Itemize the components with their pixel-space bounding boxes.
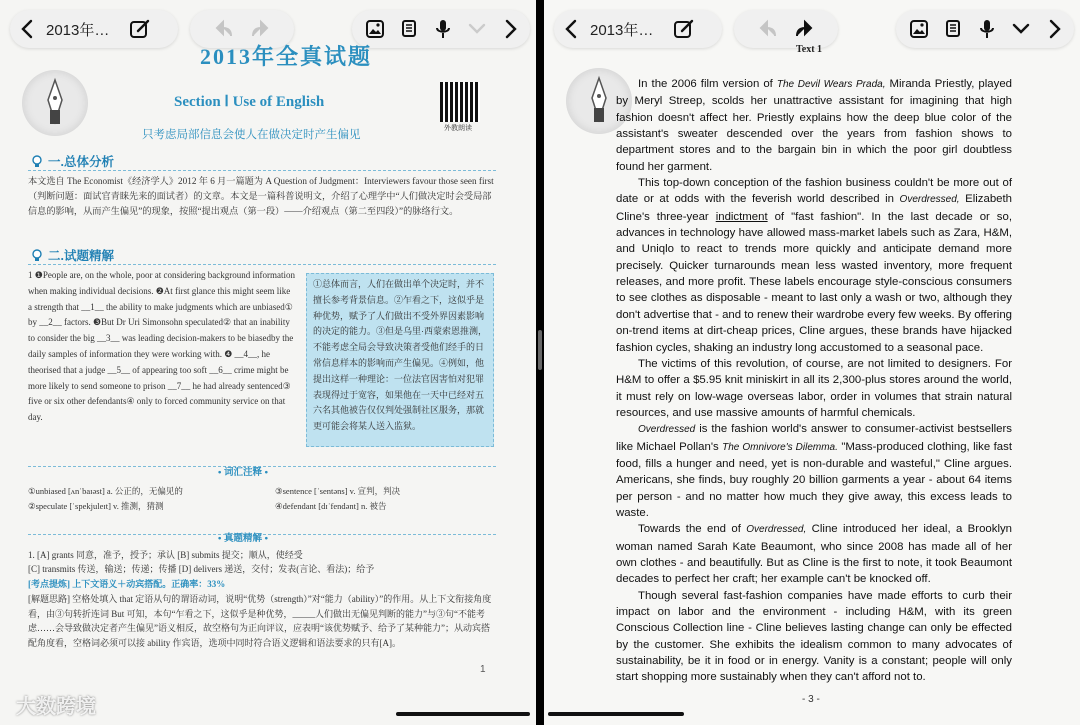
qr-code-icon[interactable] <box>440 82 480 122</box>
page-number: 1 <box>480 664 486 675</box>
right-document-page[interactable] <box>544 44 1080 725</box>
passage-paragraph: Though several fast-fashion companies have made efforts to curb their impact on labor and the environment - including H&M, with its green Conscious Collection line - Cline believes lasting change can only be effected by the customer. She exhibits the idealism common to many advocates of sustainability, be it in food or in energy. Vanity is a constant; people will only start shopping more sustainably when they can't afford not to. <box>616 589 1012 684</box>
overview-heading <box>30 152 114 170</box>
answer-explanation: [解题思路] 空格处填入 that 定语从句的谓语动词，说明“优势（strength）”对“能力（ability）”的作用。从上下文衔接角度看，由③句转折连词 But 可知，本句“乍看之下，这似乎是种优势，_____人们做出无偏见判断的能力”与③句“不能考虑……会导致做决定者产生偏见”语义相反，故空格句为正向评议，应表明“该优势赋予、给予了某种能力”；从动宾搭配角度看，空格词必须可以接 ability 作宾语，选项中同时符合语义逻辑和语法要求的只有[A]。 <box>28 594 492 648</box>
split-view-handle[interactable] <box>538 330 542 370</box>
edit-icon[interactable] <box>667 10 701 48</box>
gloss-item: ②speculate [ˈspekjuleɪt] v. 推测，猜测 <box>28 501 164 511</box>
right-toolbar <box>554 10 1070 48</box>
right-pane <box>544 0 1080 725</box>
forward-chevron-icon[interactable] <box>494 10 528 48</box>
answer-tip: [考点提炼] 上下文语义＋动宾搭配。正确率：33% <box>28 579 226 589</box>
passage-paragraph: In the 2006 film version of The Devil Wears Prada, Miranda Priestly, played by Meryl Streep, scolds her unattractive assistant for imagining that high fashion doesn't affect her. Priestly explains how the deep blue color of the assistant's sweater descended over the years from fashion shows to department stores and to the bargain bin in which the poor girl doubtless found her garment. <box>616 78 1012 173</box>
right-nav-pill <box>554 10 722 48</box>
chevron-down-icon[interactable] <box>1004 10 1038 48</box>
page-number: - 3 - <box>802 694 820 705</box>
gloss-item: ③sentence [ˈsentəns] v. 宣判，判决 <box>275 486 401 496</box>
overview-heading-text: 一.总体分析 <box>48 155 114 169</box>
watermark: 大数跨境 <box>16 696 96 718</box>
right-tools-pill <box>896 10 1074 48</box>
undo-icon[interactable] <box>752 10 786 48</box>
text-label: Text 1 <box>796 44 823 55</box>
doc-title[interactable]: 2013年… <box>590 21 654 39</box>
microphone-icon[interactable] <box>970 10 1004 48</box>
lightbulb-icon <box>30 248 44 262</box>
cloze-passage: 1 ❶People are, on the whole, poor at considering background information when making individual decisions. ❷At first glance this might seem like a strength that __1__ the ability to make judgments which are unbiased① by __2__ factors. ❸But Dr Uri Simonsohn speculated② that an inability to consider the big __3__ was leading decision-makers to be biasedby the daily samples of information they were working with. ❹ __4__, he theorised that a judge __5__ of appearing too soft __6__ crime might be more likely to send someone to prison __7__ he had already sentenced③ five or six other defendants④ only to forced community service on that day. <box>28 270 295 423</box>
exam-banner: 2013年全真试题 <box>200 44 373 69</box>
gloss-item: ①unbiased [ʌnˈbaɪəst] a. 公正的，无偏见的 <box>28 486 183 496</box>
section-title: Section Ⅰ Use of English <box>174 94 325 110</box>
passage-paragraph: Overdressed is the fashion world's answer to consumer-activist bestsellers like Michael Pollan's The Omnivore's Dilemma. "Mass-produced clothing, like fast food, fills a hunger and need, yet is non-durable and wasteful," Cline argues. Americans, she finds, buy roughly 20 billion garments a year - about 64 items per person - and no matter how much they give away, this excess leads to waste. <box>616 423 1012 519</box>
passage-paragraph: The victims of this revolution, of course, are not limited to designers. For H&M to offer a $5.95 knit miniskirt in all its 2,300-plus stores around the world, it must rely on low-wage overseas labor, order in volumes that strain natural resources, and use massive amounts of harmful chemicals. <box>616 357 1012 419</box>
divider <box>28 170 496 172</box>
left-pane <box>0 0 536 725</box>
gloss-item: ④defendant [dɪˈfendənt] n. 被告 <box>275 501 387 511</box>
edit-icon[interactable] <box>123 10 157 48</box>
lightbulb-icon <box>30 154 44 168</box>
qr-caption: 外教朗读 <box>444 125 472 132</box>
book-icon[interactable] <box>936 10 970 48</box>
home-indicator-left <box>396 712 530 716</box>
chevron-down-icon[interactable] <box>460 10 494 48</box>
redo-icon[interactable] <box>786 10 820 48</box>
article-subtitle: 只考虑局部信息会使人在做决定时产生偏见 <box>142 129 361 141</box>
doc-title[interactable]: 2013年… <box>46 21 110 39</box>
left-tools-pill <box>352 10 530 48</box>
analysis-paragraph: 本文选自 The Economist《经济学人》2012 年 6 月一篇题为 A Question of Judgment：Interviewers favour those seen first（判断问题：面试官青睐先来的面试者）的文章。本文是一篇科普说明文，介绍了心理学中“人们做决定时会受局部信息的影响，从而产生偏见”的现象，按照“提出观点（第一段）——介绍观点（第二至四段）”的脉络行文。 <box>28 176 494 216</box>
back-chevron-icon[interactable] <box>554 10 588 48</box>
forward-chevron-icon[interactable] <box>1038 10 1072 48</box>
reading-passage <box>616 76 1012 686</box>
answer-line: [C] transmits 传送，输送；传递；传播 [D] delivers 递送，交付；发表(言论、看法)；给予 <box>28 564 375 574</box>
explanation-heading <box>30 246 114 264</box>
passage-paragraph: This top-down conception of the fashion business couldn't be more out of date or at odds with the feverish world described in Overdressed, Elizabeth Cline's three-year indictment of "fast fashion". In the last decade or so, advances in technology have allowed mass-market labels such as Zara, H&M, and Uniqlo to react to trends more quickly and anticipate demand more precisely. Quicker turnarounds mean less wasted inventory, more frequent releases, and more profit. These labels encourage style-conscious consumers to see clothes as disposable - meant to last only a wash or two, although they don't advertise that - and to renew their wardrobe every few weeks. By offering on-trend items at dirt-cheap prices, Cline argues, these brands have hijacked fashion cycles, shaking an industry long accustomed to a seasonal pace. <box>616 177 1013 354</box>
translation-box: ①总体而言，人们在做出单个决定时，并不擅长参考背景信息。②乍看之下，这似乎是种优势，赋予了人们做出不受外界因素影响的决定的能力。③但是乌里·西蒙索恩推测，不能考虑全局会导致决策者受他们经手的日常信息样本的影响而产生偏见。④例如，他提出这样一种理论：一位法官因害怕对犯罪表现得过于宽容，如果他在一天中已经对五六名其他被告仅仅判处强制社区服务，那就更可能会将某人送入监狱。 <box>306 273 494 447</box>
right-undo-redo-pill <box>734 10 838 48</box>
vocab-tag: • 词汇注释 • <box>218 467 268 478</box>
pen-nib-icon <box>22 70 88 136</box>
answer-tag: • 真题精解 • <box>218 533 268 544</box>
passage-paragraph: Towards the end of Overdressed, Cline introduced her ideal, a Brooklyn woman named Sarah Kate Beaumont, who since 2008 has made all of her own clothes - and beautifully. But as Cline is the first to note, it took Beaumont decades to perfect her craft; her example can't be knocked off. <box>616 523 1013 586</box>
left-nav-pill <box>10 10 178 48</box>
image-icon[interactable] <box>902 10 936 48</box>
book-icon[interactable] <box>392 10 426 48</box>
home-indicator-right <box>548 712 684 716</box>
left-document-page[interactable] <box>0 44 536 725</box>
divider <box>28 264 496 266</box>
explanation-heading-text: 二.试题精解 <box>48 249 114 263</box>
back-chevron-icon[interactable] <box>10 10 44 48</box>
answer-line: 1. [A] grants 同意，准予，授予；承认 [B] submits 提交；顺从，使经受 <box>28 550 303 560</box>
microphone-icon[interactable] <box>426 10 460 48</box>
